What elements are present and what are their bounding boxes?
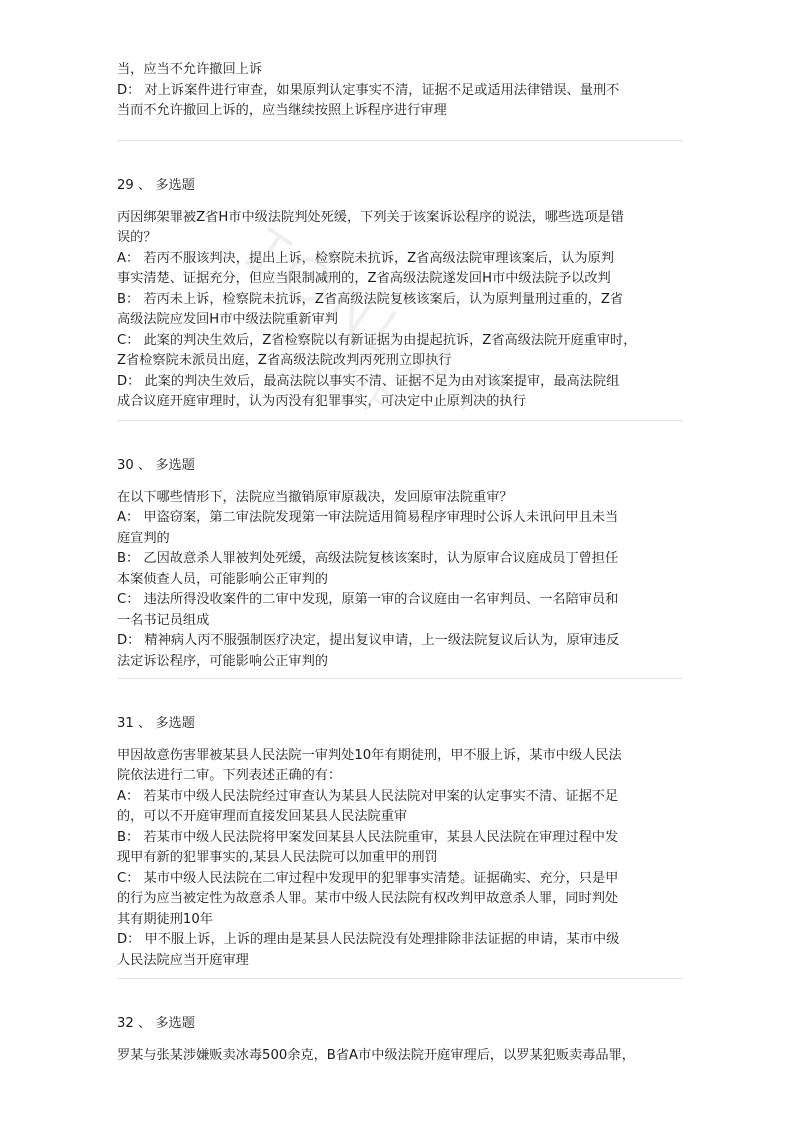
question-stem: 罗某与张某涉嫌贩卖冰毒500余克，B省A市中级法院开庭审理后，以罗某犯贩卖毒品罪，	[117, 1047, 635, 1063]
question-32	[117, 1014, 687, 1066]
question-stem: 甲因故意伤害罪被某县人民法院一审判处10年有期徒刑，甲不服上诉，某市中级人民法	[117, 747, 622, 763]
question-stem: 误的？	[117, 230, 157, 245]
option-d-cont: 人民法院应当开庭审理	[117, 952, 249, 968]
option-b-cont: 本案侦查人员，可能影响公正审判的	[117, 571, 328, 587]
question-header: 32 、 多选题	[117, 1016, 195, 1031]
option-a: A： 若丙不服该判决，提出上诉，检察院未抗诉，Z省高级法院审理该案后，认为原判	[117, 250, 614, 266]
option-b-cont: 高级法院应发回H市中级法院重新审判	[117, 312, 338, 327]
option-b: B： 若丙未上诉，检察院未抗诉，Z省高级法院复核该案后，认为原判量刑过重的，Z省	[117, 291, 624, 307]
option-c-cont: 其有期徒刑10年	[117, 911, 213, 927]
option-b: B： 若某市中级人民法院将甲案发回某县人民法院重审，某县人民法院在审理过程中发	[117, 829, 619, 845]
question-header: 30 、 多选题	[117, 458, 195, 473]
question-divider	[117, 678, 683, 679]
fragment-line: 当，应当不允许撤回上诉	[117, 62, 263, 77]
option-c: C： 此案的判决生效后，Z省检察院以有新证据为由提起抗诉，Z省高级法院开庭重审时，	[117, 332, 637, 348]
question-31	[117, 714, 687, 971]
question-stem: 丙因绑架罪被Z省H市中级法院判处死缓，下列关于该案诉讼程序的说法，哪些选项是错	[117, 209, 624, 225]
question-divider	[117, 978, 683, 979]
option-c-cont: 一名书记员组成	[117, 612, 210, 628]
option-d-cont: 法定诉讼程序，可能影响公正审判的	[117, 653, 328, 669]
question-divider	[117, 420, 683, 421]
fragment-line: 当而不允许撤回上诉的，应当继续按照上诉程序进行审理	[117, 103, 447, 118]
option-b: B： 乙因故意杀人罪被判处死缓，高级法院复核该案时，认为原审合议庭成员丁曾担任	[117, 551, 619, 566]
option-d: D： 此案的判决生效后，最高法院以事实不清、证据不足为由对该案提审，最高法院组	[117, 373, 620, 389]
option-d: D： 精神病人丙不服强制医疗决定，提出复议申请，上一级法院复议后认为，原审违反	[117, 633, 620, 648]
previous-question-fragment	[117, 60, 687, 122]
option-c-cont: 的行为应当被定性为故意杀人罪。某市中级人民法院有权改判甲故意杀人罪，同时判处	[117, 891, 619, 906]
option-d: D： 甲不服上诉，上诉的理由是某县人民法院没有处理排除非法证据的申请，某市中级	[117, 932, 620, 947]
question-header: 31 、 多选题	[117, 716, 195, 731]
option-a-cont: 事实清楚、证据充分，但应当限制减刑的，Z省高级法院遂发回H市中级法院予以改判	[117, 271, 611, 286]
option-a-cont: 的，可以不开庭审理而直接发回某县人民法院重审	[117, 809, 408, 824]
option-a: A： 若某市中级人民法院经过审查认为某县人民法院对甲案的认定事实不清、证据不足	[117, 788, 619, 804]
question-stem: 在以下哪些情形下，法院应当撤销原审原裁决，发回原审法院重审？	[117, 489, 513, 505]
option-c: C： 违法所得没收案件的二审中发现，原第一审的合议庭由一名审判员、一名陪审员和	[117, 592, 619, 607]
option-a-cont: 庭宣判的	[117, 530, 170, 546]
question-30	[117, 456, 687, 672]
question-header: 29 、 多选题	[117, 178, 195, 193]
option-a: A： 甲盗窃案，第二审法院发现第一审法院适用简易程序审理时公诉人未讯问甲且未当	[117, 510, 619, 525]
question-divider	[117, 140, 683, 141]
fragment-option-d: D： 对上诉案件进行审查，如果原判认定事实不清，证据不足或适用法律错误、量刑不	[117, 82, 620, 98]
option-c: C： 某市中级人民法院在二审过程中发现甲的犯罪事实清楚。证据确实、充分，只是甲	[117, 870, 619, 886]
option-b-cont: 现甲有新的犯罪事实的,某县人民法院可以加重甲的刑罚	[117, 850, 438, 865]
option-c-cont: Z省检察院未派员出庭，Z省高级法院改判丙死刑立即执行	[117, 353, 452, 368]
option-d-cont: 成合议庭开庭审理时，认为丙没有犯罪事实，可决定中止原判决的执行	[117, 394, 526, 409]
question-29	[117, 176, 687, 413]
question-stem: 院依法进行二审。下列表述正确的有：	[117, 768, 342, 783]
